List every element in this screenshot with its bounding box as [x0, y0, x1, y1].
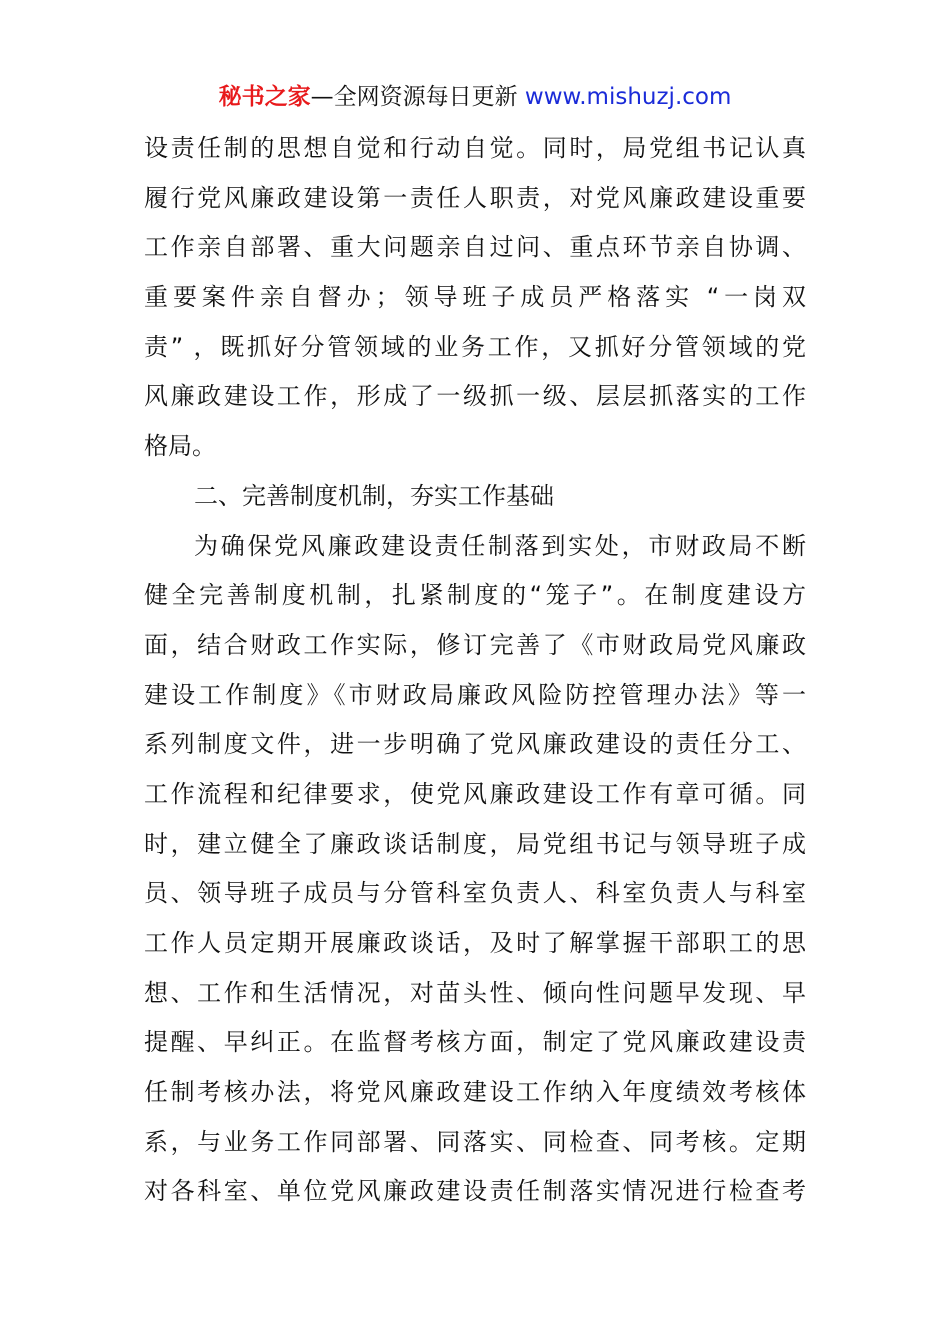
text-line: 工作流程和纪律要求，使党风廉政建设工作有章可循。同: [144, 779, 806, 808]
section-heading: 二、完善制度机制，夯实工作基础: [194, 481, 554, 510]
page-header: [0, 80, 950, 114]
text-line: 为确保党风廉政建设责任制落到实处，市财政局不断: [194, 531, 806, 560]
text-line: 工作亲自部署、重大问题亲自过问、重点环节亲自协调、: [144, 233, 806, 262]
text-line: 风廉政建设工作，形成了一级抓一级、层层抓落实的工作: [144, 382, 806, 411]
text-line: 设责任制的思想自觉和行动自觉。同时，局党组书记认真: [144, 134, 806, 162]
site-tagline: —全网资源每日更新: [310, 84, 525, 110]
text-line: 重要案件亲自督办；领导班子成员严格落实 “一岗双: [144, 283, 806, 312]
text-line: 履行党风廉政建设第一责任人职责，对党风廉政建设重要: [144, 183, 806, 212]
site-brand: 秘书之家: [218, 84, 311, 110]
text-line: 格局。: [144, 432, 216, 461]
text-line: 系列制度文件，进一步明确了党风廉政建设的责任分工、: [144, 730, 806, 759]
site-url-link[interactable]: www.mishuzj.com: [524, 84, 732, 110]
text-line: 员、领导班子成员与分管科室负责人、科室负责人与科室: [144, 879, 806, 908]
text-line: 提醒、早纠正。在监督考核方面，制定了党风廉政建设责: [144, 1028, 806, 1057]
text-line: 工作人员定期开展廉政谈话，及时了解掌握干部职工的思: [144, 929, 806, 957]
text-line: 对各科室、单位党风廉政建设责任制落实情况进行检查考: [144, 1177, 806, 1206]
document-body: [144, 124, 806, 1217]
text-line: 想、工作和生活情况，对苗头性、倾向性问题早发现、早: [144, 978, 806, 1007]
text-line: 建设工作制度》《市财政局廉政风险防控管理办法》等一: [144, 680, 806, 709]
text-line: 责” ，既抓好分管领域的业务工作，又抓好分管领域的党: [144, 332, 806, 361]
text-line: 健全完善制度机制，扎紧制度的“笼子”。在制度建设方: [144, 581, 806, 610]
text-line: 面，结合财政工作实际，修订完善了《市财政局党风廉政: [144, 630, 806, 659]
text-line: 任制考核办法，将党风廉政建设工作纳入年度绩效考核体: [144, 1078, 806, 1107]
text-line: 系，与业务工作同部署、同落实、同检查、同考核。定期: [144, 1127, 806, 1156]
text-line: 时，建立健全了廉政谈话制度，局党组书记与领导班子成: [144, 829, 806, 858]
